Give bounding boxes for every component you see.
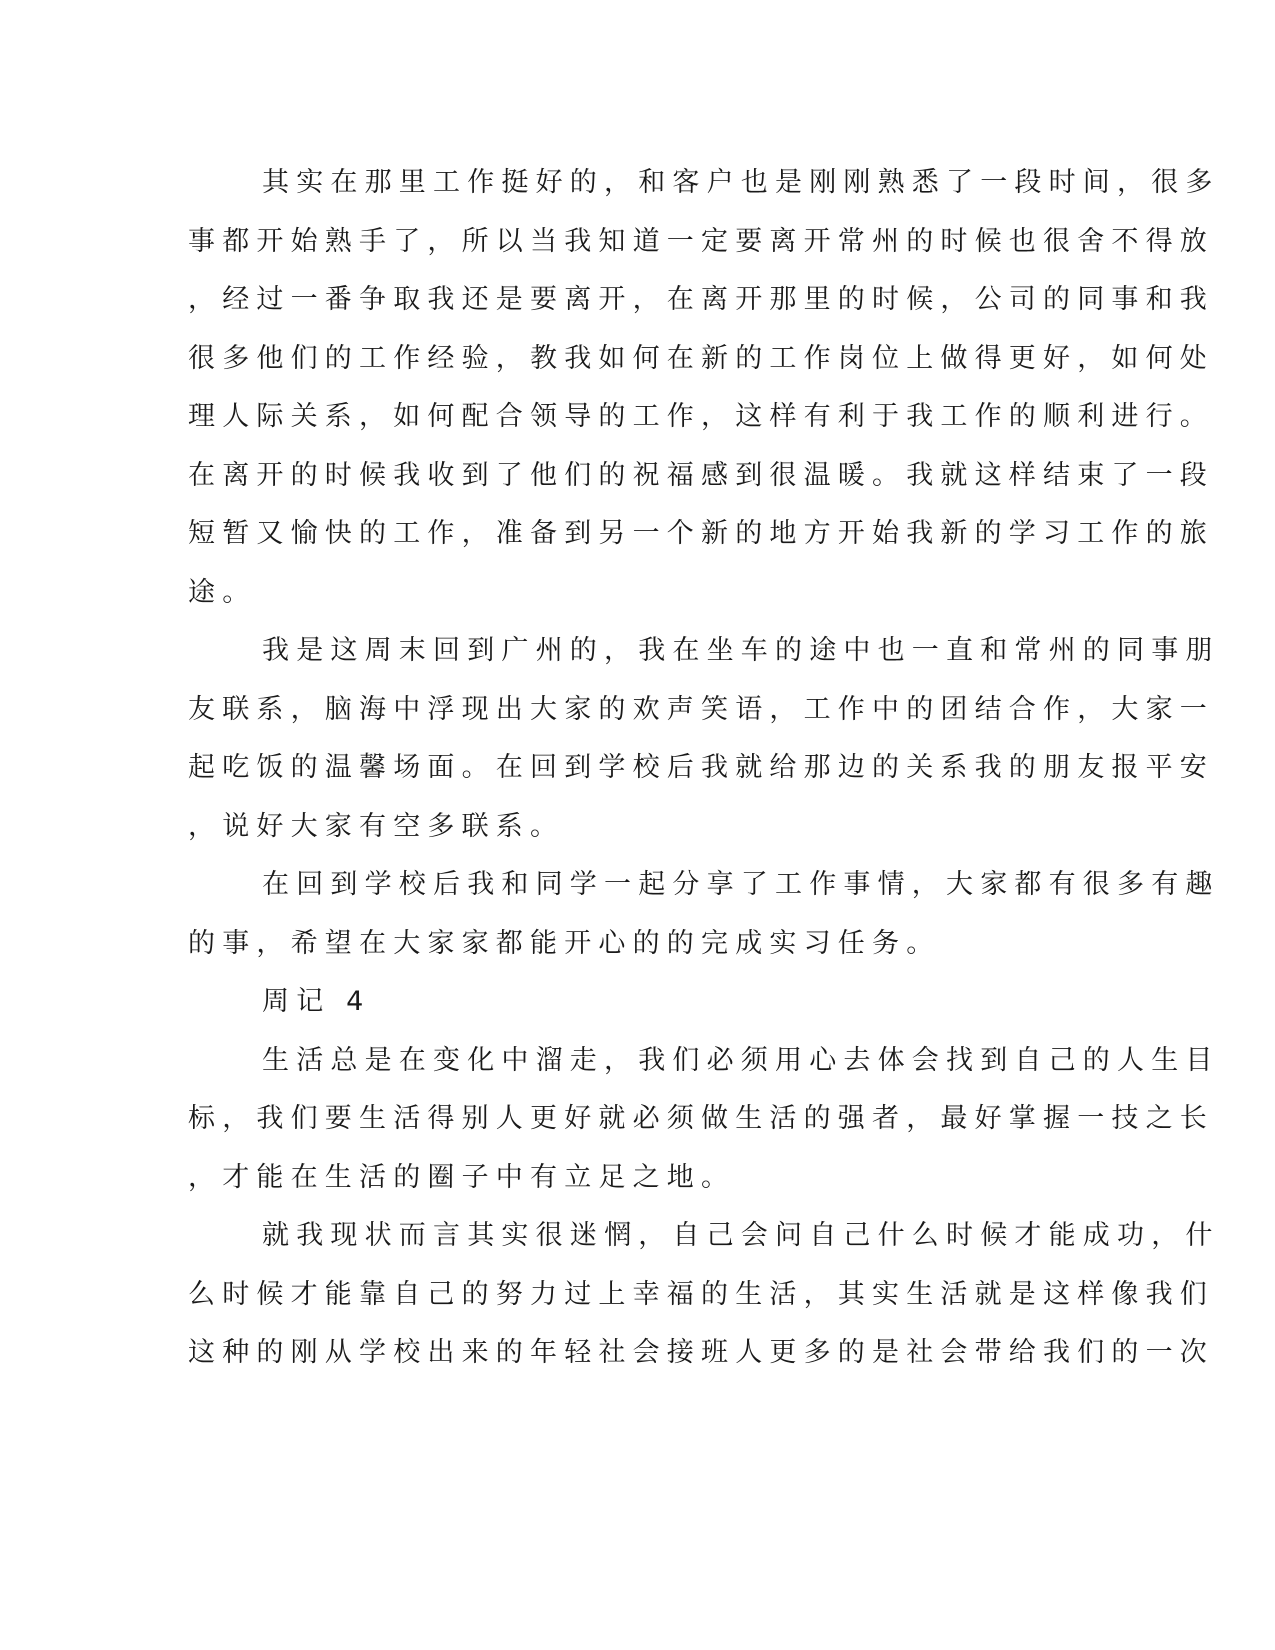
paragraph-line: ，才能在生活的圈子中有立足之地。	[188, 1162, 736, 1193]
paragraph-line: 在回到学校后我和同学一起分享了工作事情，大家都有很多有趣	[262, 869, 1220, 900]
paragraph-line: ，经过一番争取我还是要离开，在离开那里的时候，公司的同事和我	[188, 284, 1214, 315]
section-heading: 周记 4	[262, 986, 371, 1017]
paragraph-line: 在离开的时候我收到了他们的祝福感到很温暖。我就这样结束了一段	[188, 460, 1214, 491]
paragraph-line: 的事，希望在大家家都能开心的的完成实习任务。	[188, 928, 941, 959]
paragraph-line: 理人际关系，如何配合领导的工作，这样有利于我工作的顺利进行。	[188, 401, 1214, 432]
paragraph-line: 就我现状而言其实很迷惘，自己会问自己什么时候才能成功，什	[262, 1220, 1220, 1251]
paragraph-line: 这种的刚从学校出来的年轻社会接班人更多的是社会带给我们的一次	[188, 1337, 1214, 1368]
paragraph-line: 很多他们的工作经验，教我如何在新的工作岗位上做得更好，如何处	[188, 343, 1214, 374]
paragraph-line: 生活总是在变化中溜走，我们必须用心去体会找到自己的人生目	[262, 1045, 1220, 1076]
paragraph-line: 标，我们要生活得别人更好就必须做生活的强者，最好掌握一技之长	[188, 1103, 1214, 1134]
paragraph-line: 事都开始熟手了，所以当我知道一定要离开常州的时候也很舍不得放	[188, 226, 1214, 257]
paragraph-line: 友联系，脑海中浮现出大家的欢声笑语，工作中的团结合作，大家一	[188, 694, 1214, 725]
paragraph-line: 么时候才能靠自己的努力过上幸福的生活，其实生活就是这样像我们	[188, 1279, 1214, 1310]
paragraph-line: 途。	[188, 577, 257, 608]
paragraph-line: ，说好大家有空多联系。	[188, 811, 565, 842]
paragraph-line: 起吃饭的温馨场面。在回到学校后我就给那边的关系我的朋友报平安	[188, 752, 1214, 783]
paragraph-line: 短暂又愉快的工作，准备到另一个新的地方开始我新的学习工作的旅	[188, 518, 1214, 549]
paragraph-line: 其实在那里工作挺好的，和客户也是刚刚熟悉了一段时间，很多	[262, 167, 1220, 198]
paragraph-line: 我是这周末回到广州的，我在坐车的途中也一直和常州的同事朋	[262, 635, 1220, 666]
